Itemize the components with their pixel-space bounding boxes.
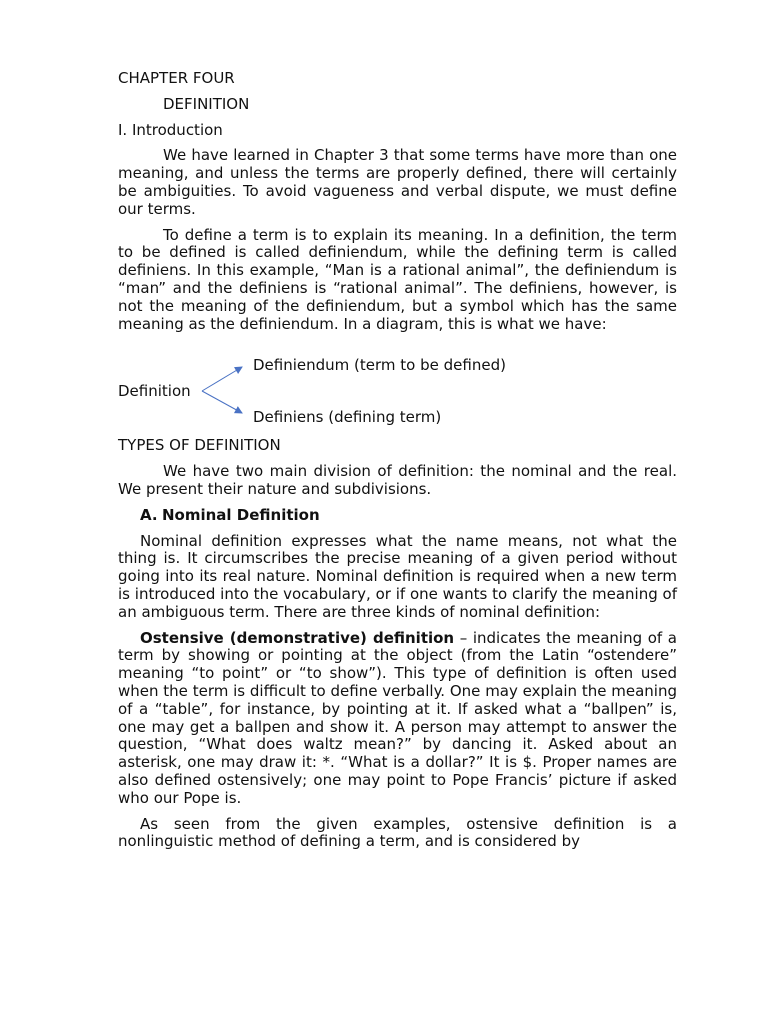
paragraph-main-division: We have two main division of definition: the nominal and the real. We present their nature and subdivisions.	[118, 462, 677, 498]
document-page	[118, 70, 677, 859]
diagram-arrows	[198, 351, 258, 431]
ostensive-text: – indicates the meaning of a term by showing or pointing at the object (from the Latin “ostendere” meaning “to point” or “to show”). This type of definition is often used when the term is difficult to define verbally. One may explain the meaning of a “table”, for instance, by pointing at it. If asked what a “ballpen” is, one may get a ballpen and show it. A person may attempt to answer the question, “What does waltz mean?” by dancing it. Asked about an asterisk, one may draw it: *. “What is a dollar?” It is $. Proper names are also defined ostensively; one may point to Pope Francis’ picture if asked who our Pope is.	[118, 628, 677, 807]
diagram-definiens-label: Definiens (defining term)	[253, 408, 442, 427]
paragraph-nominal-definition: Nominal definition expresses what the name means, not what the thing is. It circumscribes the precise meaning of a given period without going into its real nature. Nominal definition is required when a new term is introduced into the vocabulary, or if one wants to clarify the meaning of an ambiguous term. There are three kinds of nominal definition:	[118, 531, 677, 621]
ostensive-term: Ostensive (demonstrative) definition	[140, 628, 455, 647]
paragraph-ostensive-examples: As seen from the given examples, ostensive definition is a nonlinguistic method of defining a term, and is considered by	[118, 814, 677, 851]
types-heading: TYPES OF DEFINITION	[118, 436, 281, 455]
subsection-number: A.	[140, 505, 158, 524]
arrow-to-definiens	[202, 391, 242, 413]
definition-diagram	[118, 351, 677, 431]
paragraph-ostensive-definition	[118, 630, 677, 808]
subsection-title: Nominal Definition	[162, 505, 320, 524]
section-introduction-heading: I. Introduction	[118, 120, 223, 139]
nominal-definition-heading	[118, 507, 677, 525]
chapter-title: DEFINITION	[163, 94, 250, 113]
paragraph-intro: We have learned in Chapter 3 that some terms have more than one meaning, and unless the terms are properly defined, there will certainly be ambiguities. To avoid vagueness and verbal dispute, we must define our terms.	[118, 146, 677, 218]
diagram-root-label: Definition	[118, 382, 191, 401]
arrow-to-definiendum	[202, 367, 242, 391]
paragraph-define-term: To define a term is to explain its meaning. In a definition, the term to be defined is called definiendum, while the defining term is called definiens. In this example, “Man is a rational animal”, the definiendum is “man” and the definiens is “rational animal”. The definiens, however, is not the meaning of the definiendum, but a symbol which has the same meaning as the definiendum. In a diagram, this is what we have:	[118, 225, 677, 333]
diagram-definiendum-label: Definiendum (term to be defined)	[253, 356, 506, 375]
chapter-label: CHAPTER FOUR	[118, 69, 235, 87]
